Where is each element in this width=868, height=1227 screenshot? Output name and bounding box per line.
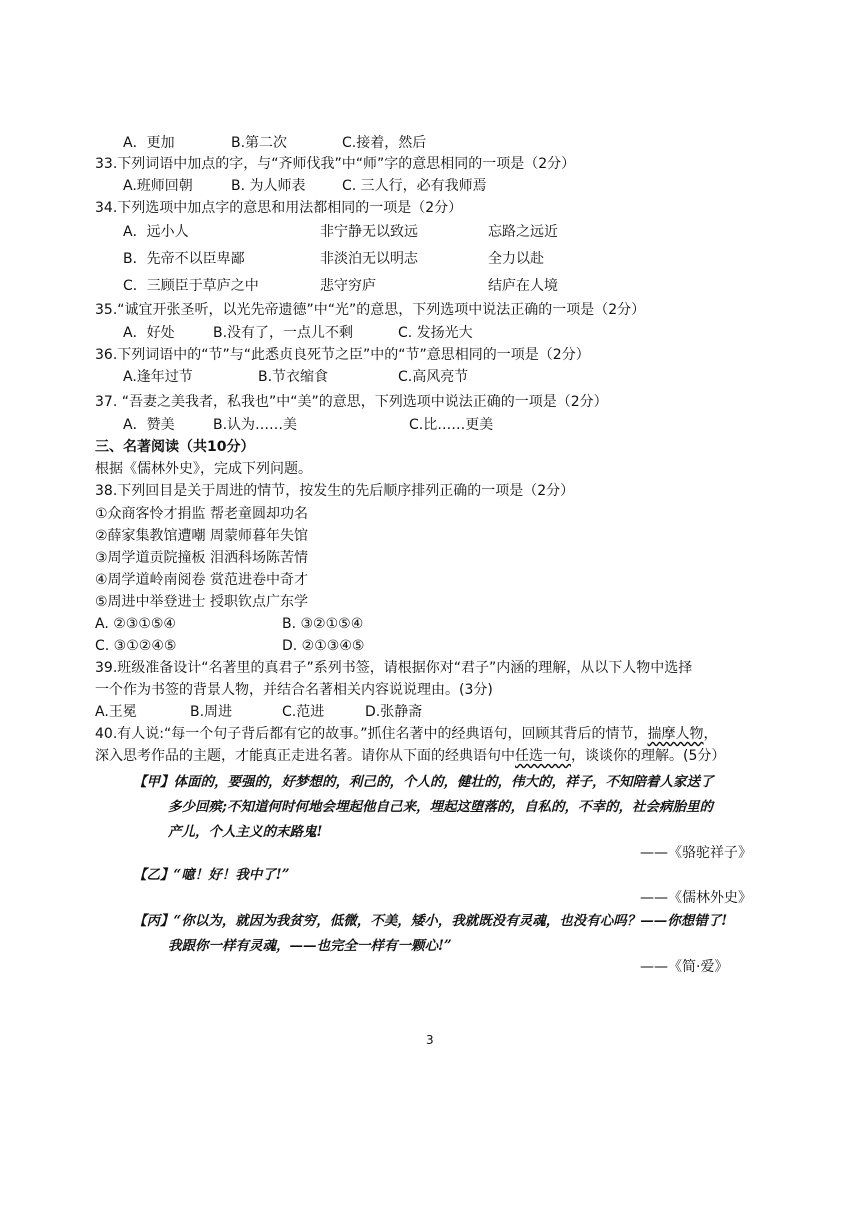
- q34-row-b-1: B．先帝不以臣卑鄙: [123, 251, 245, 267]
- q35-stem: 35.“诚宜开张圣听，以光先帝遗德”中“光”的意思，下列选项中说法正确的一项是（2分）: [95, 302, 646, 318]
- section-intro: 根据《儒林外史》，完成下列问题。: [95, 461, 312, 477]
- q39-line-1: 39.班级准备设计“名著里的真君子”系列书签，请根据你对“君子”内涵的理解，从以下人物中选择: [95, 660, 693, 676]
- q37-option-b: B.认为……美: [213, 417, 298, 433]
- q38-option-d: D. ②①③④⑤: [282, 638, 365, 654]
- q34-row-c-3: 结庐在人境: [488, 278, 558, 294]
- quote-jia-line-1: [133, 773, 714, 791]
- q38-option-a: A. ②③①⑤④: [95, 616, 176, 632]
- q38-stem: 38.下列回目是关于周进的情节，按发生的先后顺序排列正确的一项是（2分）: [95, 483, 575, 499]
- q38-item-2: ②薛家集教馆遭嘲 周蒙师暮年失馆: [95, 528, 309, 544]
- q39-line-2: 一个作为书签的背景人物，并结合名著相关内容说说理由。(3分): [95, 682, 493, 698]
- q34-row-b-2: 非淡泊无以明志: [320, 251, 418, 267]
- q38-item-3: ③周学道贡院撞板 泪洒科场陈苦情: [95, 550, 309, 566]
- q35-option-c: C. 发扬光大: [398, 325, 473, 341]
- q38-item-1: ①众商客怜才捐监 帮老童圆却功名: [95, 506, 309, 522]
- q38-item-5: ⑤周进中举登进士 授职钦点广东学: [95, 594, 309, 610]
- quote-yi-text-1: “噫！好！我中了!”: [173, 867, 290, 883]
- q34-row-c-2: 悲守穷庐: [320, 278, 376, 294]
- q40-line-2-text: 深入思考作品的主题，才能真正走进名著。请你从下面的经典语句中: [95, 748, 515, 764]
- q33-option-b: B. 为人师表: [231, 178, 306, 194]
- quote-bing-line-2: 我跟你一样有灵魂，——也完全一样有一颗心!”: [168, 938, 452, 954]
- quote-yi-label: 【乙】: [133, 867, 174, 883]
- q37-option-c: C.比……更美: [409, 417, 494, 433]
- quote-jia-line-3: 产儿，个人主义的末路鬼!: [168, 824, 323, 840]
- q34-row-a-1: A．远小人: [123, 224, 189, 240]
- q32-option-b: B.第二次: [231, 135, 288, 151]
- q39-option-b: B.周进: [190, 704, 233, 720]
- quote-jia-source: ——《骆驼祥子》: [640, 845, 752, 861]
- q37-option-a: A．赞美: [123, 417, 175, 433]
- q40-emphasis-1: 揣摩人物: [647, 726, 704, 742]
- q34-stem: 34.下列选项中加点字的意思和用法都相同的一项是（2分）: [95, 200, 463, 216]
- q34-row-a-2: 非宁静无以致远: [320, 224, 418, 240]
- q39-option-c: C.范进: [282, 704, 325, 720]
- q37-stem: 37. “吾妻之美我者，私我也”中“美”的意思，下列选项中说法正确的一项是（2分）: [95, 394, 608, 410]
- q33-stem: 33.下列词语中加点的字，与“齐师伐我”中“师”字的意思相同的一项是（2分）: [95, 156, 576, 172]
- q40-line-1: [95, 725, 718, 743]
- q36-stem: 36.下列词语中的“节”与“此悉贞良死节之臣”中的“节”意思相同的一项是（2分）: [95, 347, 590, 363]
- q33-option-a: A.班师回朝: [123, 178, 193, 194]
- q40-emphasis-2: 任选一句: [515, 748, 571, 764]
- quote-bing-source: ——《简·爱》: [640, 959, 729, 975]
- q32-option-a: A．更加: [123, 135, 175, 151]
- q40-line-1-text: 40.有人说:“每一个句子背后都有它的故事。”抓住名著中的经典语句，回顾其背后的情节，: [95, 726, 648, 742]
- quote-bing-line-1: [133, 912, 727, 930]
- q39-option-a: A.王冕: [95, 704, 137, 720]
- q33-option-c: C. 三人行，必有我师焉: [342, 178, 487, 194]
- q38-option-b: B. ③②①⑤④: [282, 616, 364, 632]
- q39-option-d: D.张静斋: [365, 704, 423, 720]
- quote-bing-text-1: “你以为，就因为我贫穷，低微，不美，矮小，我就既没有灵魂，也没有心吗？——你想错了!: [173, 913, 728, 929]
- page-number: 3: [426, 1033, 434, 1047]
- quote-jia-label: 【甲】: [133, 774, 174, 790]
- q40-line-1-end: ，: [703, 726, 718, 742]
- q34-row-a-3: 忘路之远近: [488, 224, 558, 240]
- q32-option-c: C.接着，然后: [342, 135, 427, 151]
- quote-yi-source: ——《儒林外史》: [640, 890, 752, 906]
- q34-row-b-3: 全力以赴: [488, 251, 544, 267]
- q36-option-a: A.逢年过节: [123, 369, 193, 385]
- section-heading: 三、名著阅读（共10分）: [95, 439, 255, 455]
- q35-option-a: A．好处: [123, 325, 175, 341]
- quote-bing-label: 【丙】: [133, 913, 174, 929]
- q36-option-c: C.高风亮节: [398, 369, 469, 385]
- q40-line-2-end: ，谈谈你的理解。(5分）: [571, 748, 726, 764]
- q38-item-4: ④周学道岭南阅卷 赏范进卷中奇才: [95, 572, 309, 588]
- quote-yi-line-1: [133, 866, 289, 884]
- q40-line-2: [95, 747, 725, 765]
- q34-row-c-1: C．三顾臣于草庐之中: [123, 278, 259, 294]
- q38-option-c: C. ③①②④⑤: [95, 638, 177, 654]
- q36-option-b: B.节衣缩食: [258, 369, 329, 385]
- quote-jia-line-2: 多少回殡;不知道何时何地会埋起他自己来，埋起这堕落的，自私的，不幸的，社会病胎里的: [168, 799, 713, 815]
- quote-jia-text-1: 体面的，要强的，好梦想的，利己的，个人的，健壮的，伟大的，祥子，不知陪着人家送了: [173, 774, 714, 790]
- q35-option-b: B.没有了，一点儿不剩: [213, 325, 354, 341]
